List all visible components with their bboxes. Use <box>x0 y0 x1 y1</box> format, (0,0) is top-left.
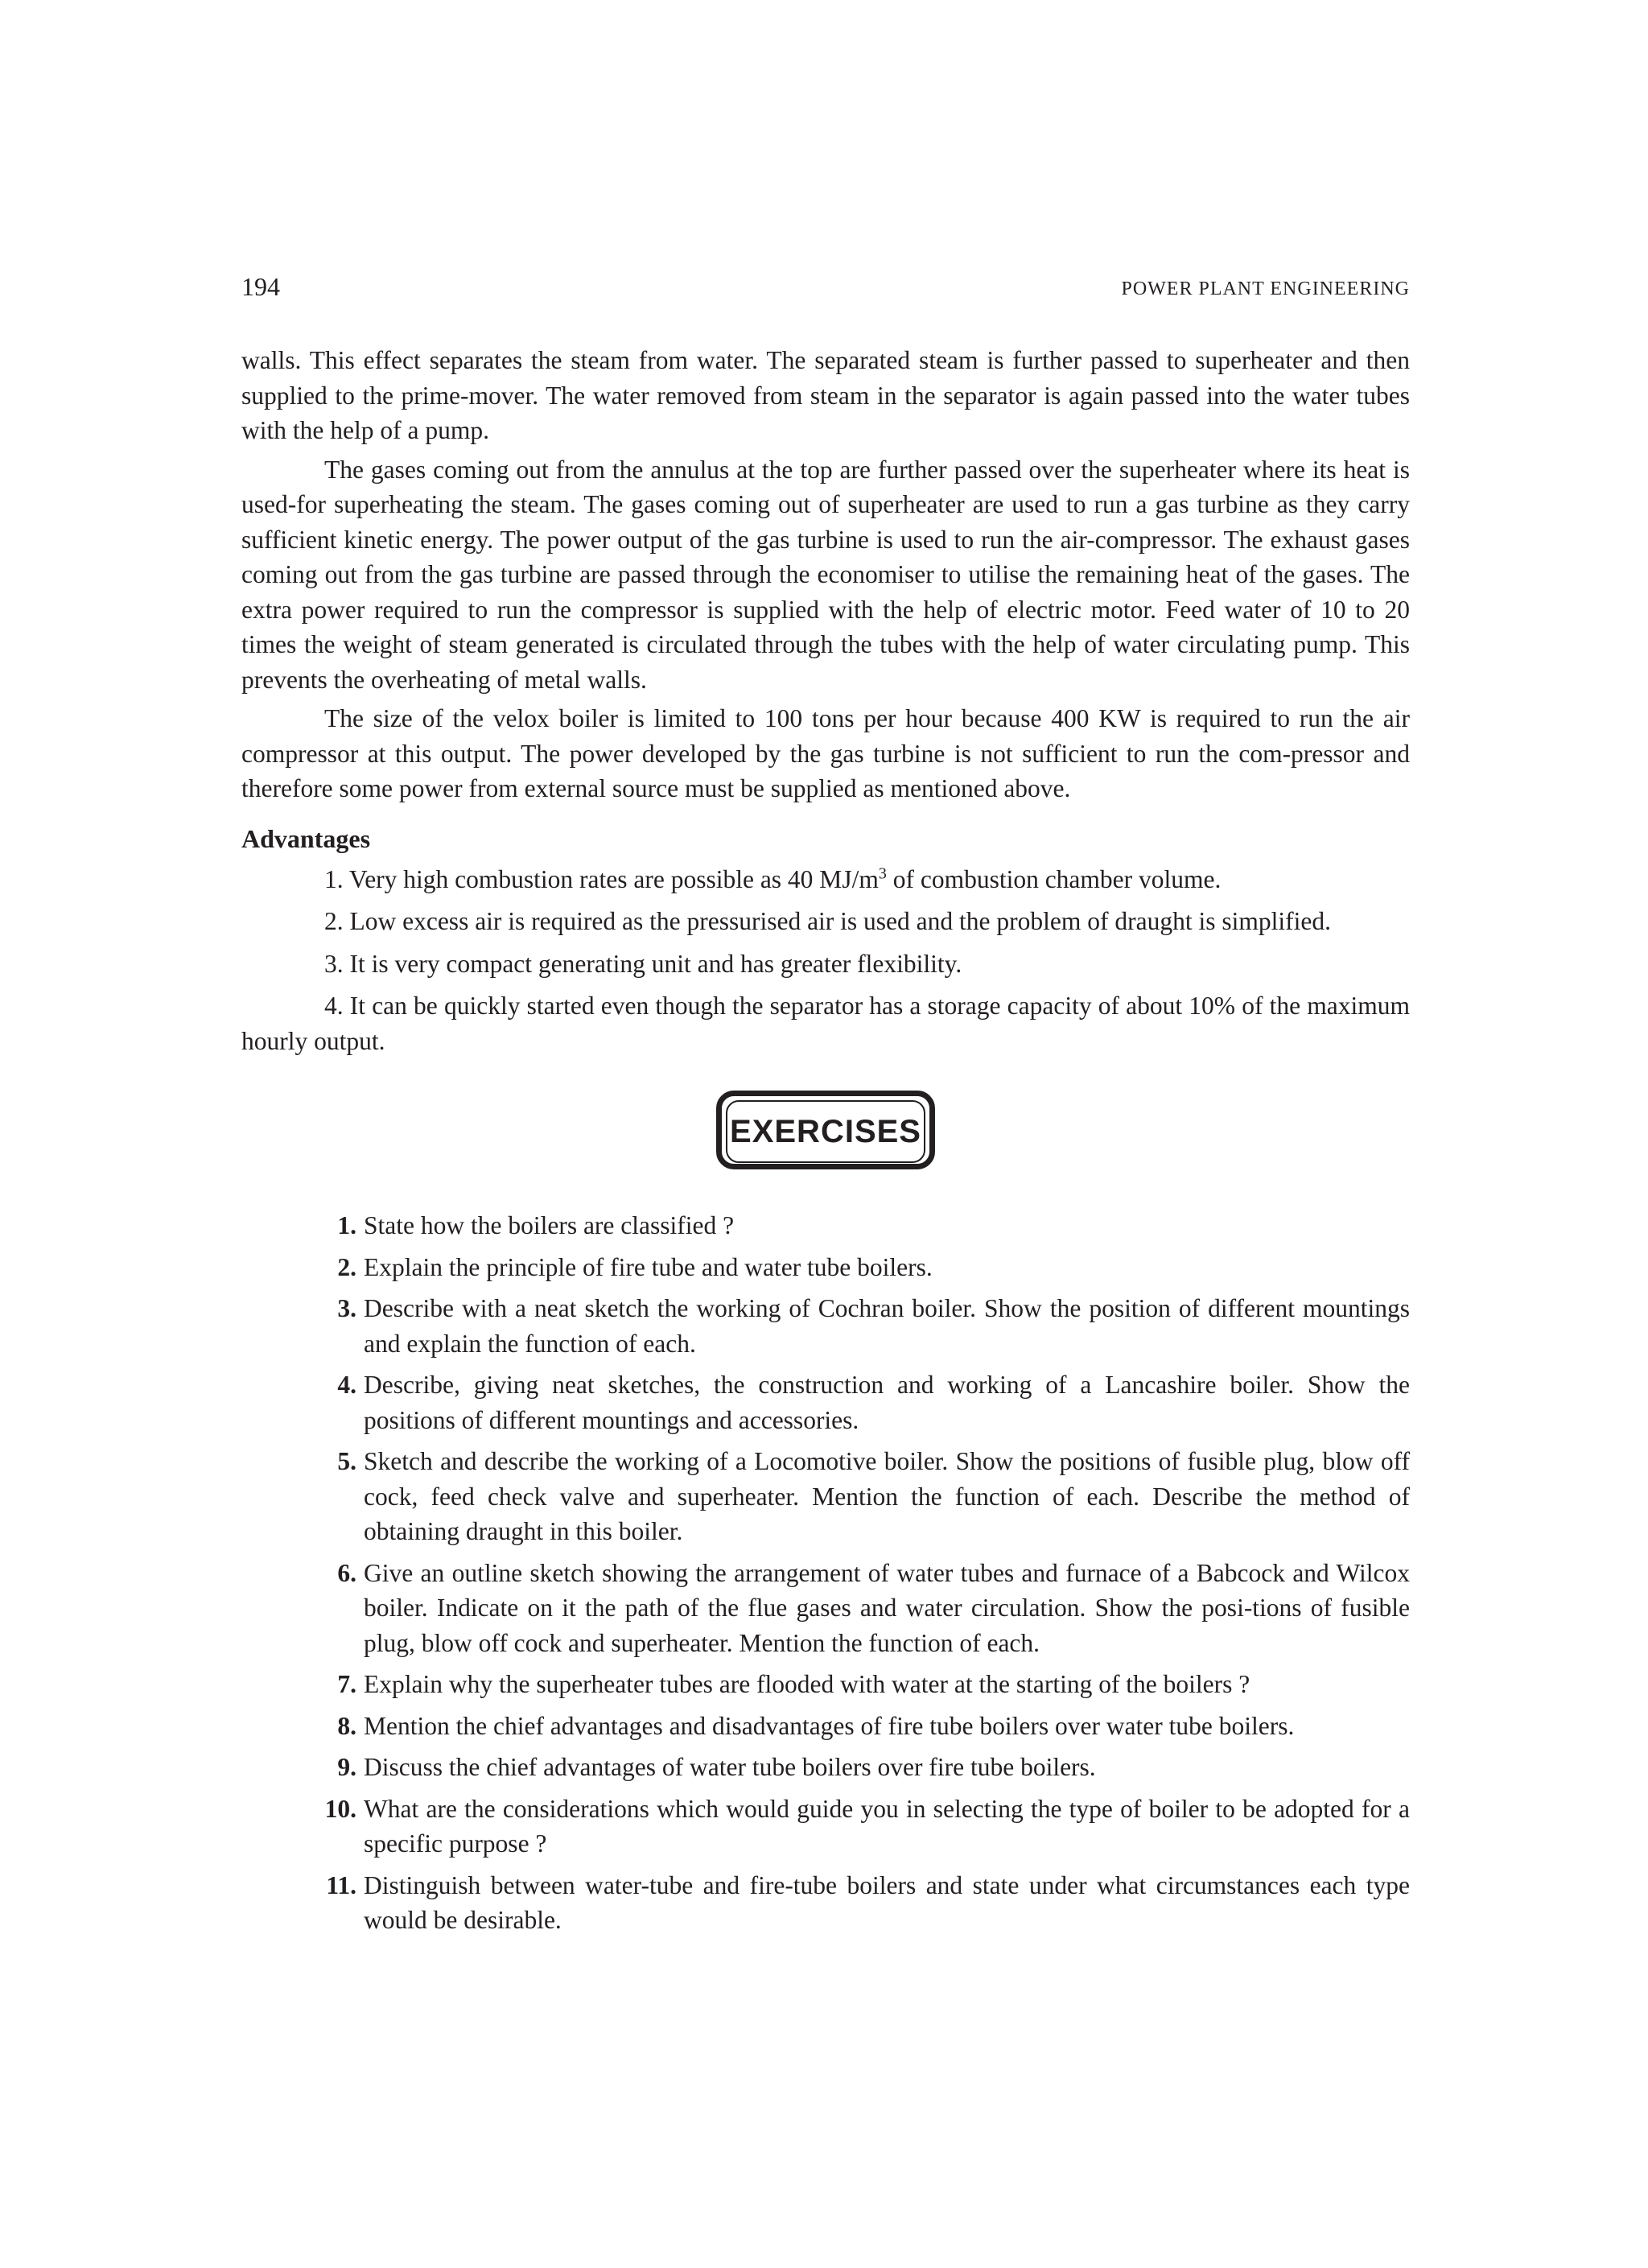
page-number: 194 <box>241 272 280 301</box>
advantage-text: of combustion chamber volume. <box>886 864 1222 893</box>
paragraph-continuation: walls. This effect separates the steam from water. The separated steam is further passed to superheater and then supplied to the prime-mover. The water removed from steam in the separator is again passed into the water tubes with the help of a pump. <box>241 346 1410 444</box>
advantage-item: 4. It can be quickly started even though the separator has a storage capacity of about 10% of the maximum hourly output. <box>241 992 1410 1055</box>
exercises-box-outer <box>716 1091 935 1169</box>
book-page <box>241 272 1410 1944</box>
exercise-item <box>241 1667 1410 1702</box>
exercise-number: 8. <box>337 1711 356 1740</box>
exercises-banner <box>241 1091 1410 1169</box>
superscript: 3 <box>878 864 887 882</box>
exercise-item <box>241 1208 1410 1243</box>
exercise-item <box>241 1250 1410 1285</box>
paragraph-velox-size: The size of the velox boiler is limited to 100 tons per hour because 400 KW is required to run the air compressor at this output. The power developed by the gas turbine is not sufficient to run the com-pressor and therefore some power from external source must be supplied as mentioned above. <box>241 704 1410 802</box>
exercise-text: State how the boilers are classified ? <box>364 1211 735 1239</box>
exercise-item <box>241 1750 1410 1785</box>
exercise-number: 7. <box>337 1670 356 1698</box>
exercise-item <box>241 1792 1410 1862</box>
exercise-item <box>241 1709 1410 1744</box>
advantage-item: 2. Low excess air is required as the pressurised air is used and the problem of draught is simplified. <box>324 907 1331 935</box>
advantages-heading: Advantages <box>241 823 371 853</box>
exercise-number: 1. <box>337 1211 356 1239</box>
exercise-number: 4. <box>337 1371 356 1399</box>
exercise-item <box>241 1868 1410 1938</box>
exercise-number: 6. <box>337 1558 356 1587</box>
exercise-item <box>241 1556 1410 1661</box>
exercise-text: Discuss the chief advantages of water tube boilers over fire tube boilers. <box>364 1753 1096 1781</box>
advantage-item: 3. It is very compact generating unit and has greater flexibility. <box>324 949 962 978</box>
paragraph-gases: The gases coming out from the annulus at the top are further passed over the superheater where its heat is used-for superheating the steam. The gases coming out of superheater are used to run a gas turbine as they carry sufficient kinetic energy. The power output of the gas turbine is used to run the air-compressor. The exhaust gases coming out from the gas turbine are passed through the economiser to utilise the remaining heat of the gases. The extra power required to run the compressor is supplied with the help of electric motor. Feed water of 10 to 20 times the weight of steam generated is circulated through the tubes with the help of water circulating pump. This prevents the overheating of metal walls. <box>241 455 1410 694</box>
advantage-item <box>241 862 1410 897</box>
running-title: POWER PLANT ENGINEERING <box>1121 278 1410 299</box>
exercise-number: 2. <box>337 1252 356 1281</box>
exercise-text: Mention the chief advantages and disadvantages of fire tube boilers over water tube boilers. <box>364 1711 1295 1740</box>
exercise-text: Distinguish between water-tube and fire-tube boilers and state under what circumstances each type would be desirable. <box>364 1870 1410 1934</box>
exercises-title: EXERCISES <box>726 1100 925 1163</box>
exercise-number: 10. <box>324 1794 356 1823</box>
exercise-number: 9. <box>337 1753 356 1781</box>
exercise-item <box>241 1444 1410 1549</box>
running-head <box>241 272 1410 312</box>
advantage-text: 1. Very high combustion rates are possible as 40 MJ/m <box>324 864 879 893</box>
exercise-text: What are the considerations which would guide you in selecting the type of boiler to be adopted for a specific purpose ? <box>364 1794 1410 1858</box>
exercise-text: Explain the principle of fire tube and water tube boilers. <box>364 1252 933 1281</box>
exercise-item <box>241 1367 1410 1437</box>
exercise-number: 5. <box>337 1447 356 1475</box>
exercise-text: Sketch and describe the working of a Locomotive boiler. Show the positions of fusible plug, blow off cock, feed check valve and superheater. Mention the function of each. Describe the method of obtaining draught in this boiler. <box>364 1447 1410 1545</box>
exercise-number: 3. <box>337 1294 356 1322</box>
exercise-item <box>241 1291 1410 1361</box>
exercise-text: Explain why the superheater tubes are flooded with water at the starting of the boilers ? <box>364 1670 1250 1698</box>
exercise-text: Give an outline sketch showing the arrangement of water tubes and furnace of a Babcock and Wilcox boiler. Indicate on it the path of the flue gases and water circulation. Show the posi-tions of fusible plug, blow off cock and superheater. Mention the function of each. <box>364 1558 1410 1657</box>
exercise-text: Describe with a neat sketch the working of Cochran boiler. Show the position of different mountings and explain the function of each. <box>364 1294 1410 1358</box>
exercise-number: 11. <box>326 1870 356 1899</box>
exercise-list <box>241 1208 1410 1938</box>
exercise-text: Describe, giving neat sketches, the construction and working of a Lancashire boiler. Show the positions of different mountings and accessories. <box>364 1371 1410 1434</box>
